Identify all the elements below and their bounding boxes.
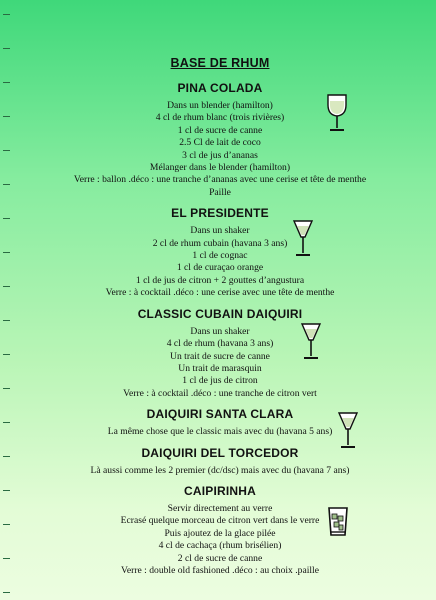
recipe-title: DAIQUIRI SANTA CLARA [146,407,294,422]
recipe-line: Là aussi comme les 2 premier (dc/dsc) mais avec du (havana 7 ans) [90,464,350,476]
margin-tick [3,218,10,219]
recipe-line: 4 cl de rhum blanc (trois rivières) [155,112,285,124]
cocktail-glass-icon [291,219,315,259]
recipe-line: 2 cl de rhum cubain (havana 3 ans) [152,237,288,249]
margin-tick [3,48,10,49]
margin-tick [3,422,10,423]
recipe-page [20,56,420,577]
recipe-line: 1 cl de sucre de canne [177,124,263,136]
margin-tick [3,82,10,83]
recipe-daiquiri-santa-clara [20,407,420,438]
recipe-line: 2 cl de sucre de canne [177,552,263,564]
recipe-line: 2.5 Cl de lait de coco [179,137,261,149]
recipe-line: 1 cl de jus de citron [182,375,258,387]
recipe-title: CLASSIC CUBAIN DAIQUIRI [137,306,303,321]
recipe-classic-cubain-daiquiri [20,307,420,400]
recipe-line: Puis ajoutez de la glace pilée [164,527,276,539]
recipe-line: 4 cl de cachaça (rhum brisélien) [158,540,282,552]
recipe-line: Dans un blender (hamilton) [167,100,273,111]
recipe-line: Servir directement au verre [167,502,273,514]
recipe-line: Dans un shaker [190,225,250,237]
recipe-line: Verre : double old fashioned .déco : au choix .paille [121,564,319,576]
margin-tick [3,320,10,321]
old-fashioned-glass-icon [326,506,350,538]
recipe-line: Paille [209,186,231,198]
margin-tick [3,558,10,559]
recipe-line: 1 cl de jus de citron + 2 gouttes d’angustura [135,274,305,286]
margin-tick [3,184,10,185]
recipe-line: Verre : ballon .déco : une tranche d’ananas avec une cerise et tête de menthe [73,174,367,186]
recipe-title: DAIQUIRI DEL TORCEDOR [141,445,299,460]
margin-tick [3,252,10,253]
recipe-line: 4 cl de rhum (havana 3 ans) [166,338,274,350]
recipe-line: 3 cl de jus d’ananas [182,149,258,161]
margin-tick [3,14,10,15]
recipe-title: PINA COLADA [177,81,263,95]
recipe-line: Un trait de marasquin [178,362,262,374]
cocktail-glass-icon [299,322,323,362]
margin-tick [3,592,10,593]
recipe-line: 1 cl de cognac [192,250,248,262]
recipe-line: Un trait de sucre de canne [170,350,270,362]
margin-tick [3,150,10,151]
recipe-pina-colada [20,81,420,199]
recipe-el-presidente [20,206,420,299]
recipe-daiquiri-del-torcedor [20,446,420,477]
margin-tick [3,388,10,389]
page-title: BASE DE RHUM [170,56,270,70]
binder-margin-marks [0,0,12,600]
margin-tick [3,354,10,355]
recipe-caipirinha [20,484,420,577]
recipe-line: Mélanger dans le blender (hamilton) [149,162,291,174]
recipe-line: Ecrasé quelque morceau de citron vert dans le verre [120,515,320,527]
margin-tick [3,456,10,457]
recipe-title: EL PRESIDENTE [171,206,269,221]
recipe-title: CAIPIRINHA [183,483,256,498]
margin-tick [3,286,10,287]
recipe-line: 1 cl de curaçao orange [176,262,264,274]
margin-tick [3,524,10,525]
margin-tick [3,116,10,117]
margin-tick [3,490,10,491]
recipe-line: Verre : à cocktail .déco : une cerise avec une tête de menthe [105,287,335,299]
recipe-line: Verre : à cocktail .déco : une tranche de citron vert [123,387,317,399]
ballon-glass-icon [325,93,349,133]
recipe-line: Dans un shaker [190,325,250,337]
recipe-line: La même chose que le classic mais avec du (havana 5 ans) [107,426,333,438]
